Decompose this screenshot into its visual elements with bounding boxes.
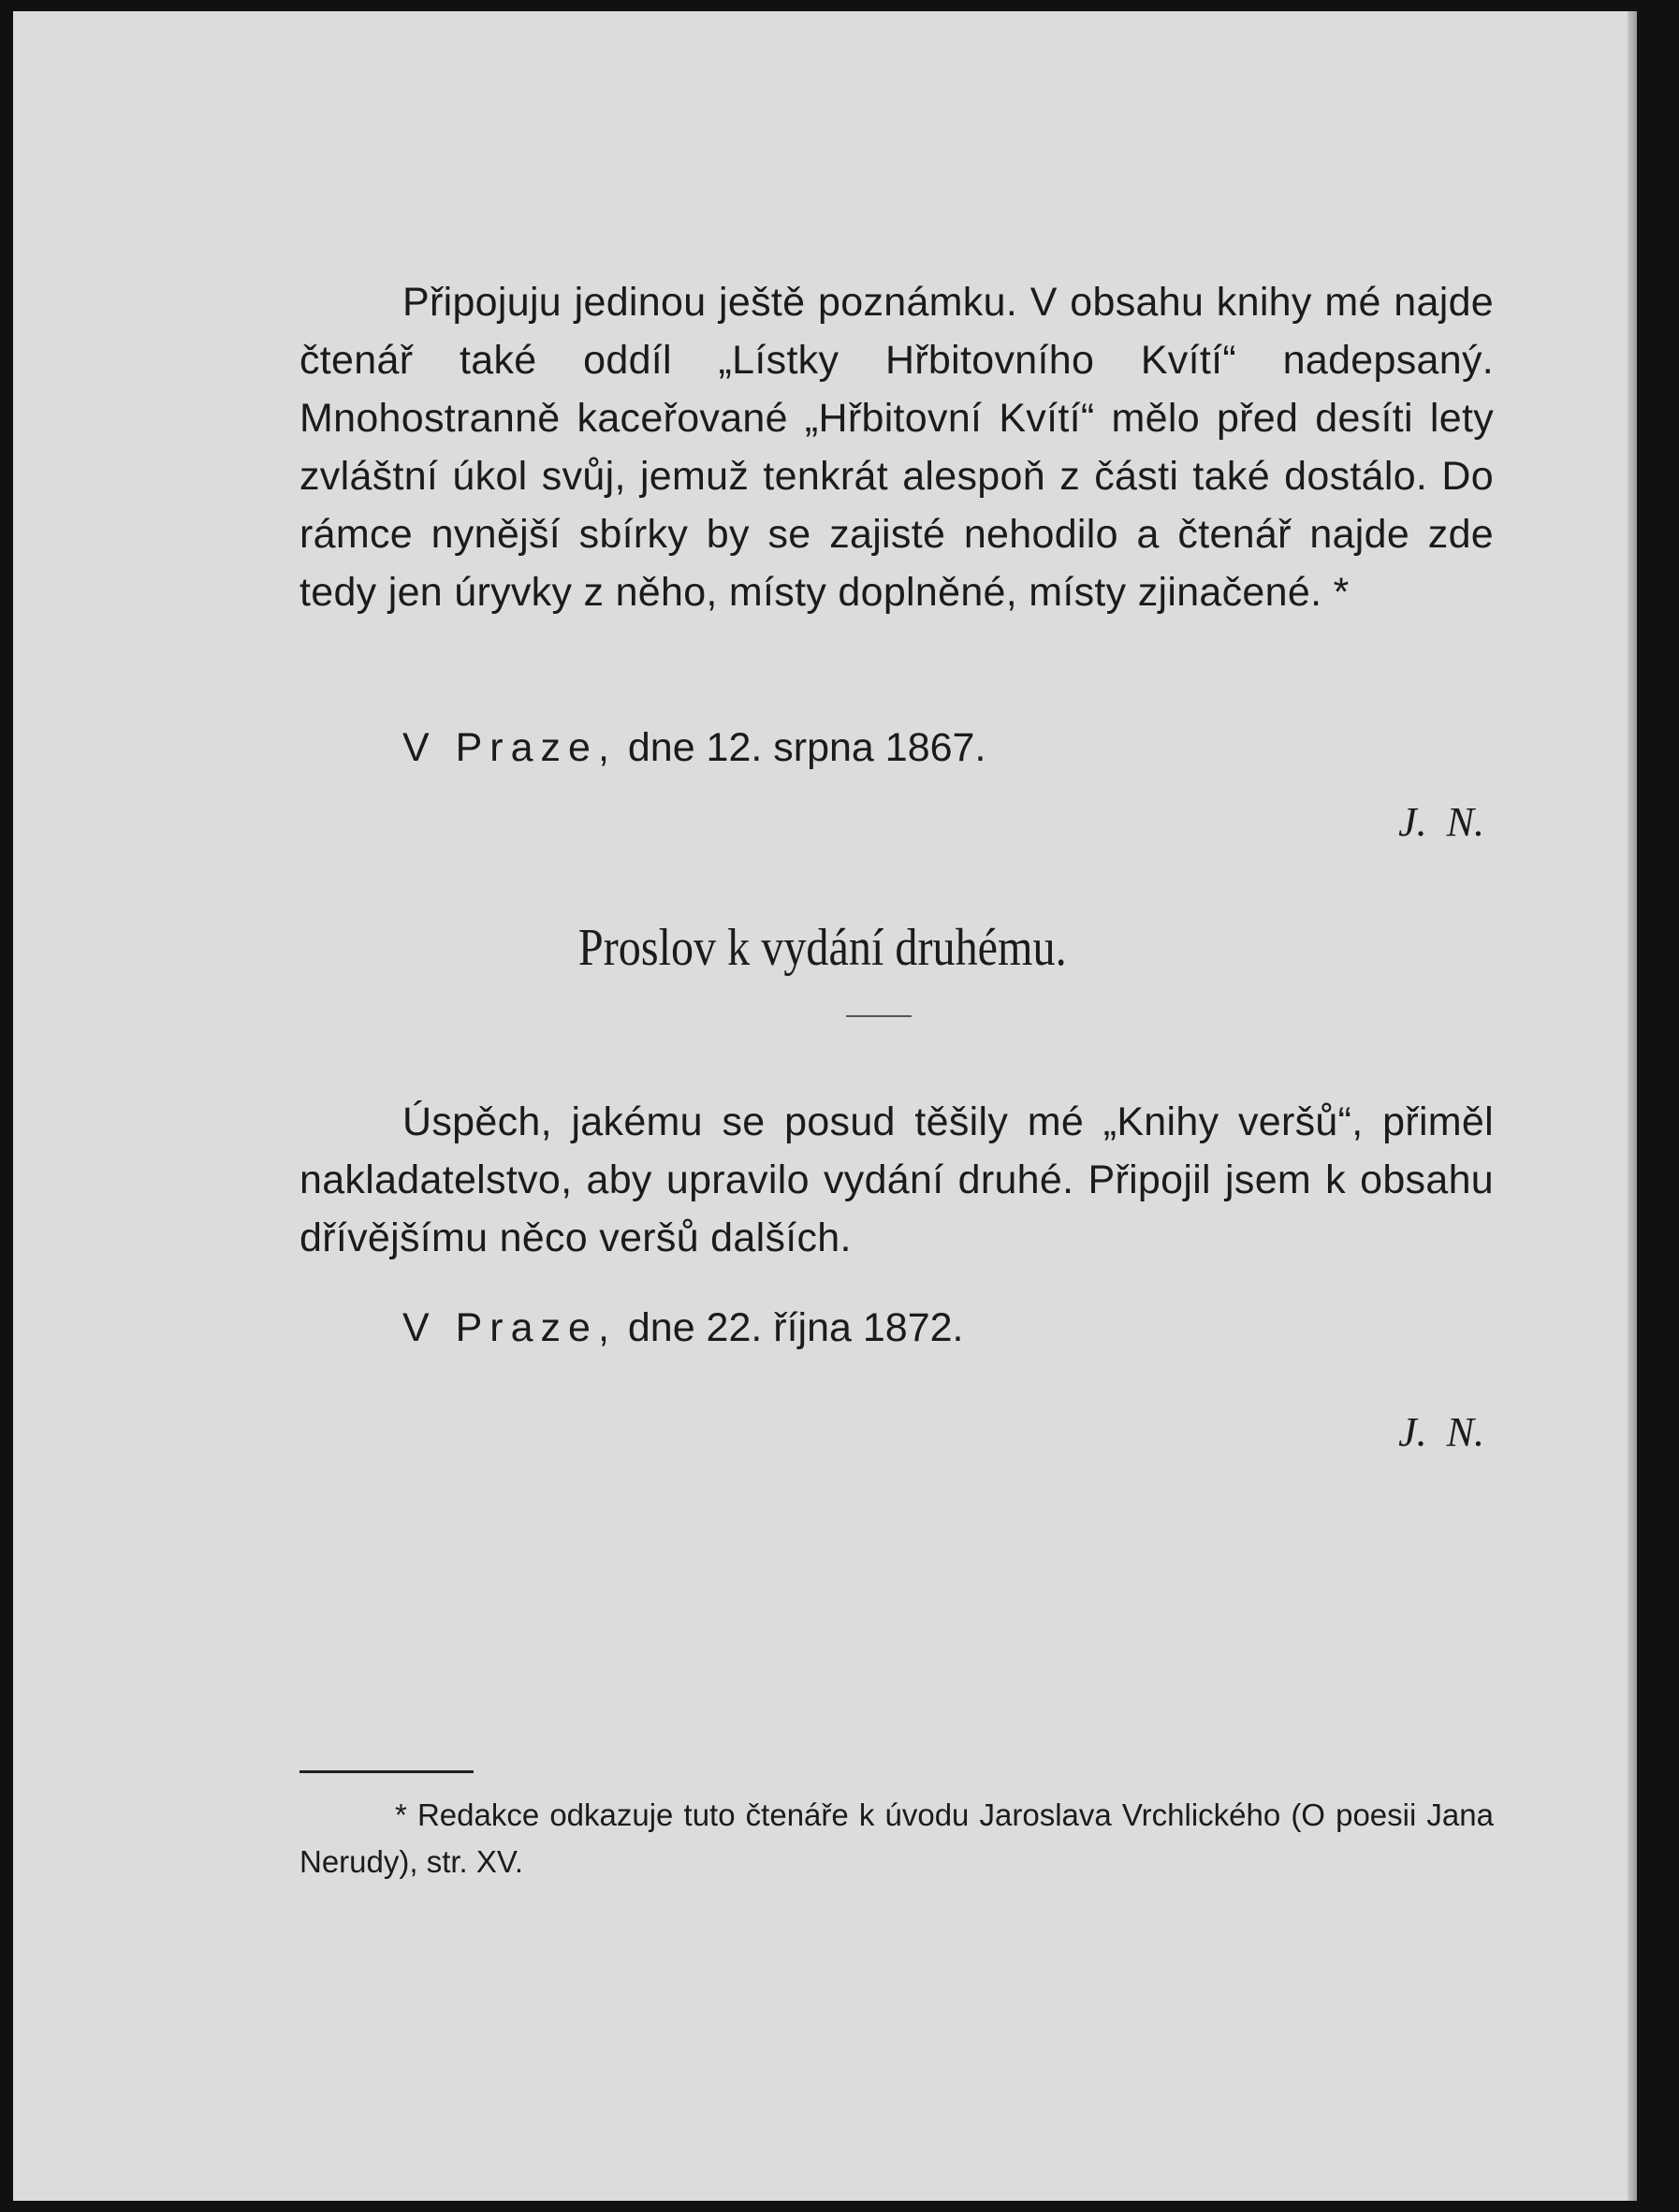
preface-dateline [402, 719, 986, 777]
footnote-text: * Redakce odkazuje tuto čtenáře k úvodu Jaroslava Vrchlického (O poesii Jana Nerudy), str. XV. [299, 1797, 1494, 1879]
preface-closing-paragraph: Připojuju jedinou ještě poznámku. V obsahu knihy mé najde čtenář také oddíl „Lístky Hřbitovního Kvítí“ nadepsaný. Mnohostranně kaceřované „Hřbitovní Kvítí“ mělo před desíti lety zvláštní úkol svůj, jemuž tenkrát alespoň z části také dostálo. Do rámce nynější sbírky by se zajisté nehodilo a čtenář najde zde tedy jen úryvky z něho, místy doplněné, místy zjinačené. * [299, 280, 1494, 615]
preface-date-place: V Praze, [402, 725, 617, 770]
preface-signature: J. N. [1398, 799, 1484, 845]
page-edge-shadow [1628, 11, 1637, 2201]
second-edition-heading: Proslov k vydání druhému. [577, 919, 1067, 977]
second-edition-dateline [402, 1299, 963, 1357]
second-edition-paragraph: Úspěch, jakému se posud těšily mé „Knihy veršů“, přiměl nakladatelstvo, aby upravilo vydání druhé. Připojil jsem k obsahu dřívějšímu něco veršů dalších. [299, 1099, 1494, 1260]
footnote-divider [299, 1770, 474, 1773]
book-page [13, 11, 1637, 2201]
heading-divider [846, 1015, 912, 1017]
preface-date-rest: dne 12. srpna 1867. [627, 725, 986, 770]
second-edition-signature: J. N. [1398, 1409, 1484, 1455]
second-edition-date-rest: dne 22. října 1872. [627, 1305, 964, 1350]
second-edition-date-place: V Praze, [402, 1305, 617, 1350]
